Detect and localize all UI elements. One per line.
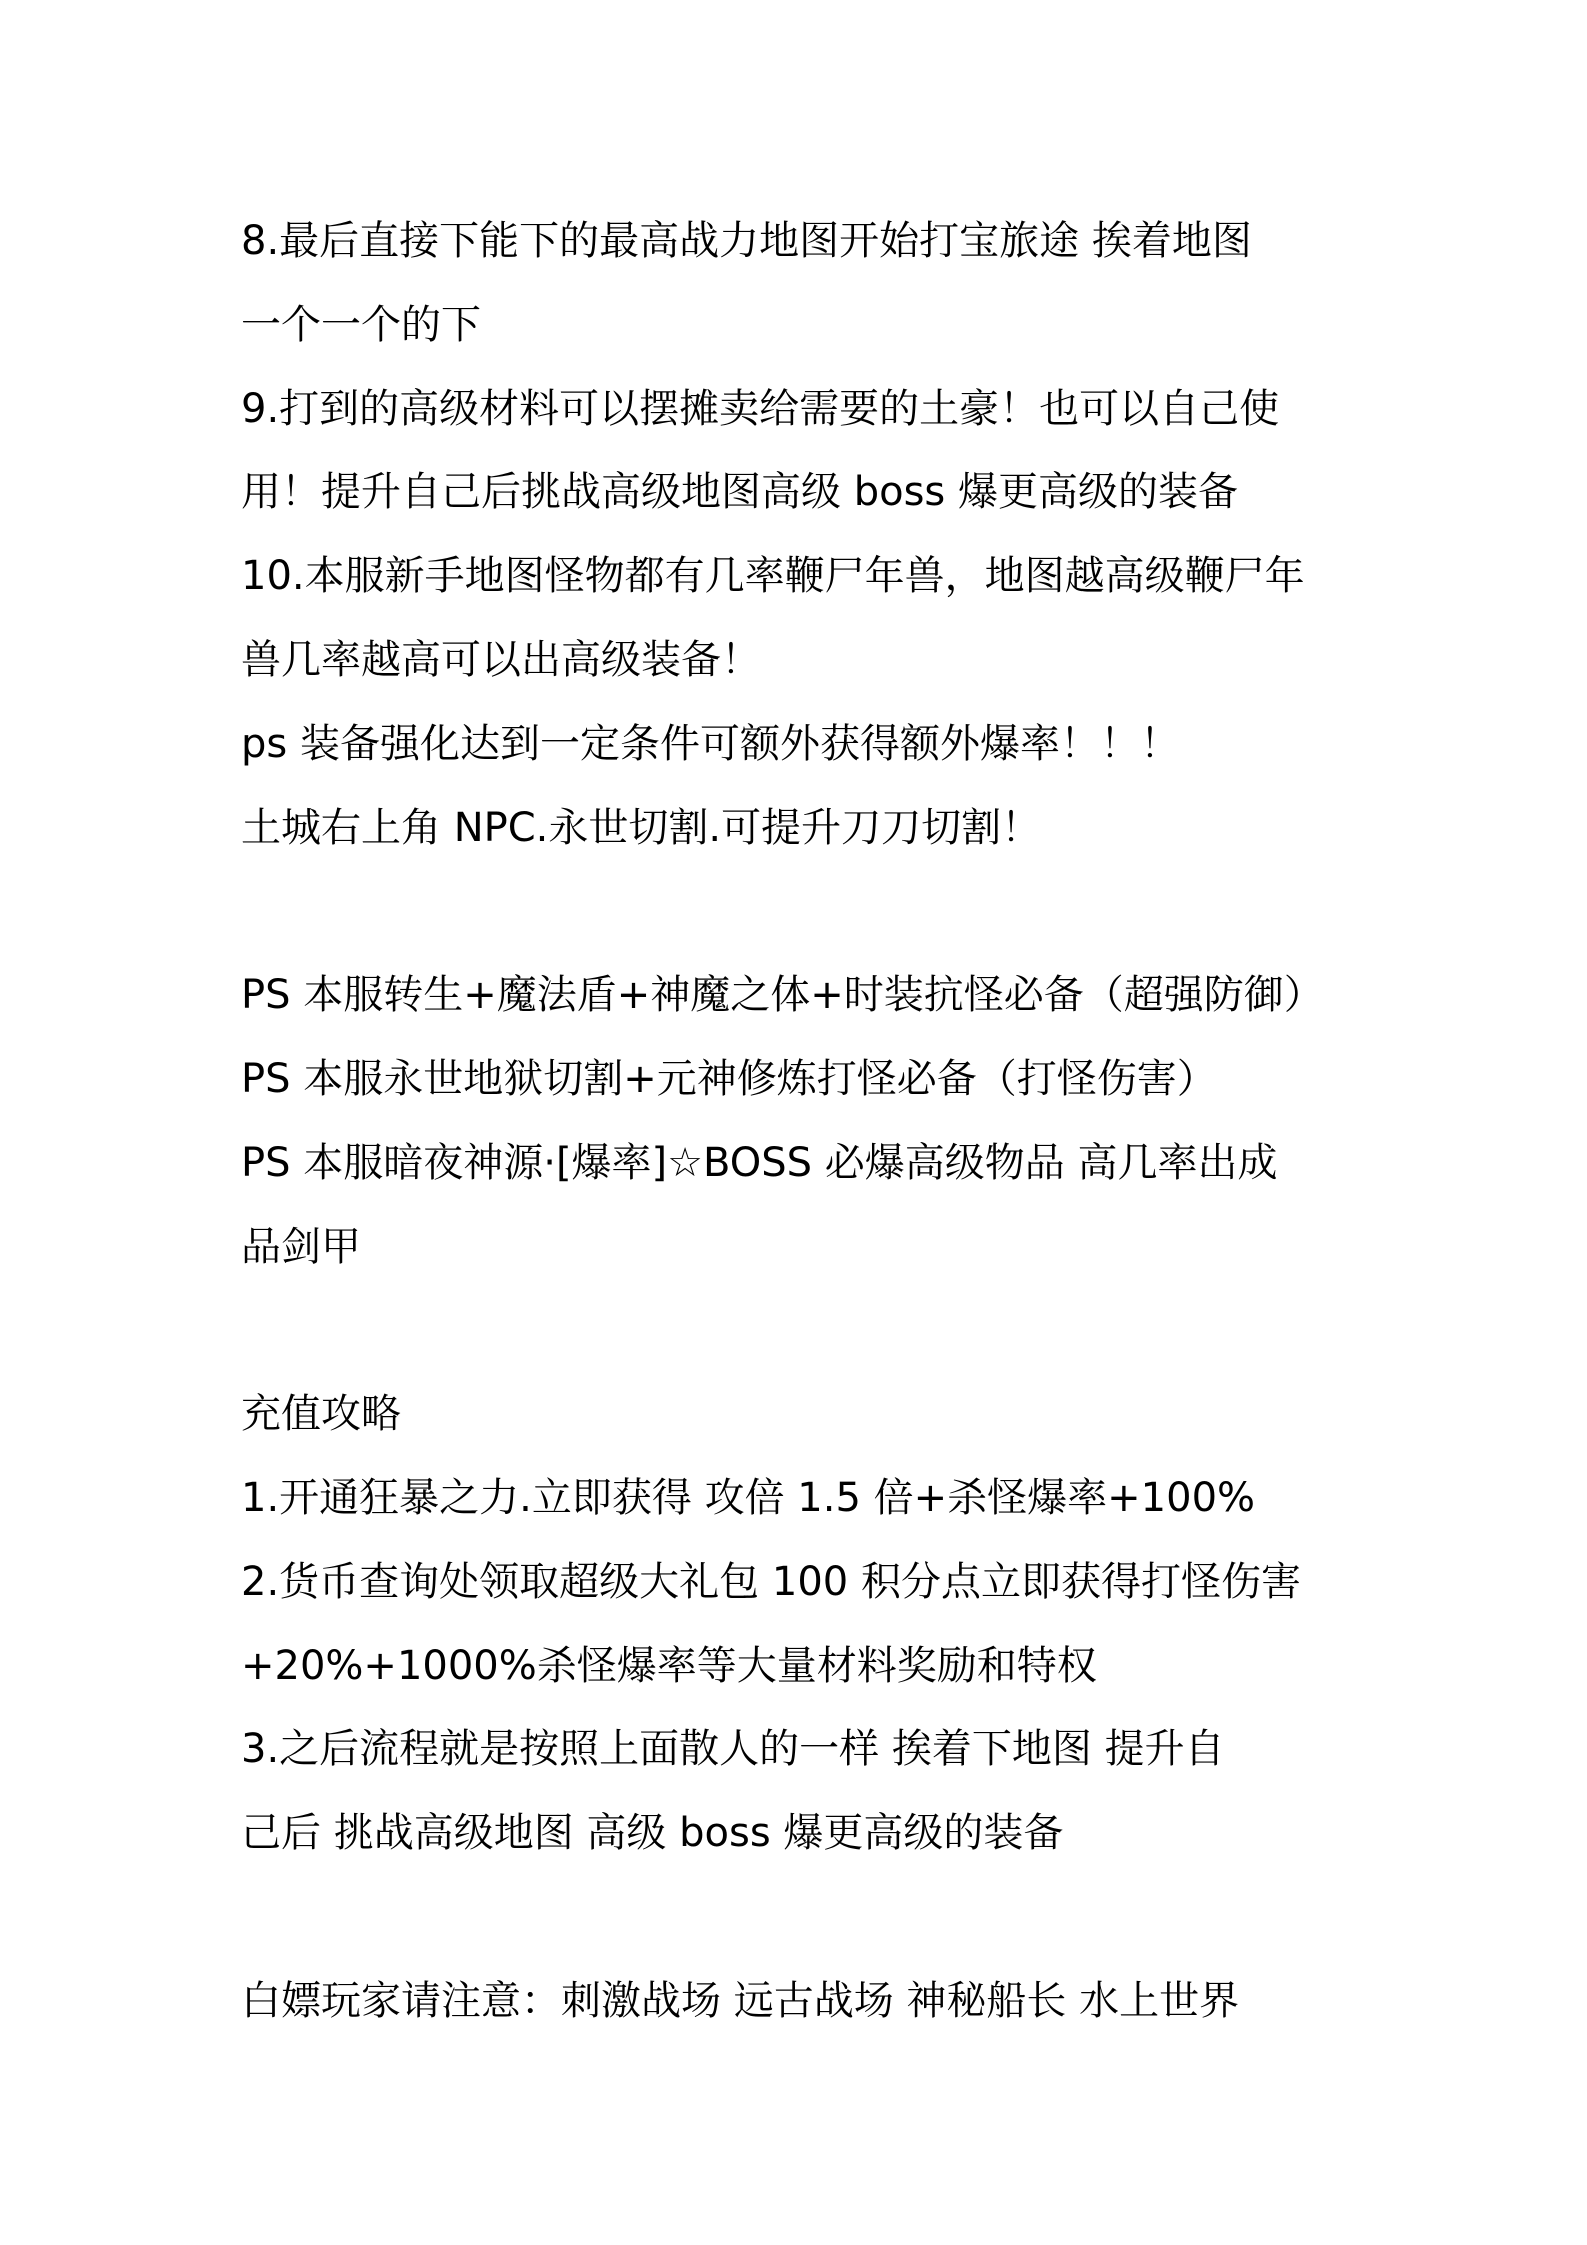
guide-section-farming [241, 200, 1351, 870]
paragraph-line: 用！提升自己后挑战高级地图高级 boss 爆更高级的装备 [241, 469, 1238, 516]
guide-section-recharge [241, 1373, 1351, 1876]
paragraph-line: 己后 挑战高级地图 高级 boss 爆更高级的装备 [241, 1810, 1064, 1857]
paragraph-line: PS 本服转生+魔法盾+神魔之体+时装抗怪必备（超强防御） [241, 972, 1324, 1019]
paragraph-line: 一个一个的下 [241, 301, 481, 348]
paragraph-line: 兽几率越高可以出高级装备！ [241, 636, 761, 683]
guide-section-ps-notes [241, 954, 1351, 1289]
paragraph-line: 品剑甲 [241, 1223, 361, 1270]
blank-line [241, 1289, 1351, 1373]
paragraph-line: 10.本服新手地图怪物都有几率鞭尸年兽，地图越高级鞭尸年 [241, 553, 1305, 600]
blank-line [241, 1876, 1351, 1960]
paragraph-line: PS 本服永世地狱切割+元神修炼打怪必备（打怪伤害） [241, 1055, 1217, 1102]
paragraph-line: 土城右上角 NPC.永世切割.可提升刀刀切割！ [241, 804, 1042, 851]
paragraph-line: PS 本服暗夜神源·[爆率]☆BOSS 必爆高级物品 高几率出成 [241, 1139, 1278, 1186]
paragraph-line: +20%+1000%杀怪爆率等大量材料奖励和特权 [241, 1642, 1097, 1689]
paragraph-line: 3.之后流程就是按照上面散人的一样 挨着下地图 提升自 [241, 1726, 1225, 1773]
paragraph-line: 9.打到的高级材料可以摆摊卖给需要的土豪！也可以自己使 [241, 385, 1280, 432]
blank-line [241, 870, 1351, 954]
guide-section-free-players [241, 1960, 1351, 2044]
paragraph-line: 1.开通狂暴之力.立即获得 攻倍 1.5 倍+杀怪爆率+100% [241, 1474, 1256, 1521]
paragraph-line: 8.最后直接下能下的最高战力地图开始打宝旅途 挨着地图 [241, 218, 1252, 264]
paragraph-line: 2.货币查询处领取超级大礼包 100 积分点立即获得打怪伤害 [241, 1558, 1301, 1605]
paragraph-line: ps 装备强化达到一定条件可额外获得额外爆率！！！ [241, 720, 1180, 767]
document-body [241, 200, 1351, 2044]
section-heading: 充值攻略 [241, 1391, 401, 1438]
paragraph-line: 白嫖玩家请注意：刺激战场 远古战场 神秘船长 水上世界 [241, 1977, 1240, 2024]
